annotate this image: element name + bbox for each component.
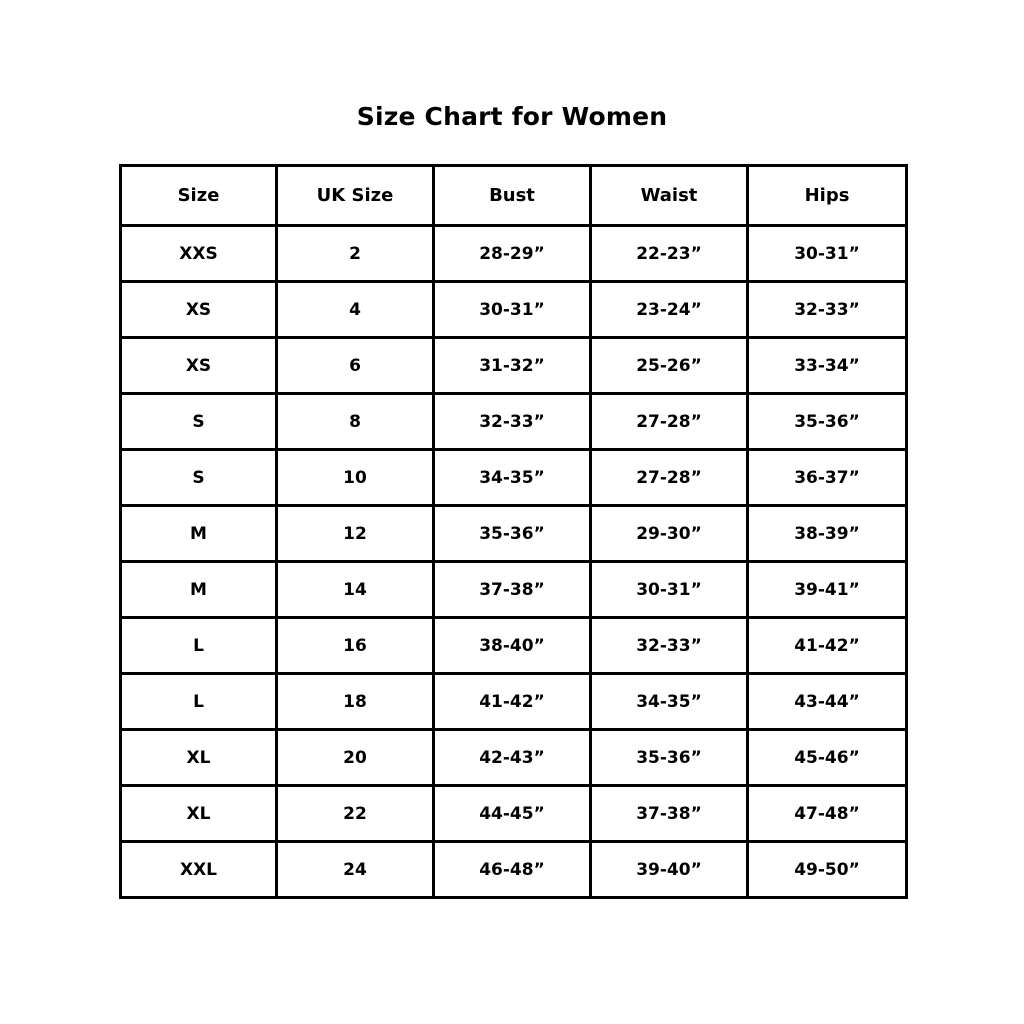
cell-hips: 32-33” — [748, 282, 907, 338]
cell-bust: 44-45” — [434, 786, 591, 842]
table-row — [121, 226, 907, 282]
cell-hips: 43-44” — [748, 674, 907, 730]
cell-uk-size: 24 — [277, 842, 434, 898]
table-header — [121, 166, 907, 226]
table-header-row — [121, 166, 907, 226]
cell-bust: 31-32” — [434, 338, 591, 394]
page-title: Size Chart for Women — [356, 102, 668, 131]
table-row — [121, 282, 907, 338]
cell-size: L — [121, 618, 277, 674]
cell-uk-size: 6 — [277, 338, 434, 394]
table-row — [121, 562, 907, 618]
cell-bust: 42-43” — [434, 730, 591, 786]
cell-hips: 35-36” — [748, 394, 907, 450]
table-row — [121, 674, 907, 730]
table-row — [121, 618, 907, 674]
column-header-uk-size: UK Size — [277, 166, 434, 226]
cell-bust: 28-29” — [434, 226, 591, 282]
cell-size: L — [121, 674, 277, 730]
cell-size: M — [121, 506, 277, 562]
table-row — [121, 394, 907, 450]
cell-waist: 37-38” — [591, 786, 748, 842]
table-row — [121, 506, 907, 562]
cell-uk-size: 14 — [277, 562, 434, 618]
cell-size: M — [121, 562, 277, 618]
cell-uk-size: 10 — [277, 450, 434, 506]
cell-waist: 35-36” — [591, 730, 748, 786]
cell-uk-size: 12 — [277, 506, 434, 562]
cell-size: S — [121, 394, 277, 450]
cell-bust: 38-40” — [434, 618, 591, 674]
cell-hips: 38-39” — [748, 506, 907, 562]
cell-hips: 49-50” — [748, 842, 907, 898]
cell-hips: 47-48” — [748, 786, 907, 842]
table-body — [121, 226, 907, 898]
cell-waist: 22-23” — [591, 226, 748, 282]
cell-waist: 30-31” — [591, 562, 748, 618]
cell-uk-size: 16 — [277, 618, 434, 674]
cell-hips: 41-42” — [748, 618, 907, 674]
table-row — [121, 786, 907, 842]
size-table-container — [119, 164, 905, 899]
cell-waist: 34-35” — [591, 674, 748, 730]
cell-uk-size: 2 — [277, 226, 434, 282]
cell-size: XL — [121, 730, 277, 786]
cell-uk-size: 22 — [277, 786, 434, 842]
cell-hips: 36-37” — [748, 450, 907, 506]
table-row — [121, 842, 907, 898]
cell-bust: 35-36” — [434, 506, 591, 562]
cell-bust: 30-31” — [434, 282, 591, 338]
cell-waist: 27-28” — [591, 394, 748, 450]
cell-size: XS — [121, 282, 277, 338]
cell-size: XL — [121, 786, 277, 842]
cell-waist: 32-33” — [591, 618, 748, 674]
cell-size: XXS — [121, 226, 277, 282]
cell-bust: 41-42” — [434, 674, 591, 730]
column-header-hips: Hips — [748, 166, 907, 226]
cell-uk-size: 20 — [277, 730, 434, 786]
column-header-size: Size — [121, 166, 277, 226]
cell-size: XS — [121, 338, 277, 394]
cell-waist: 25-26” — [591, 338, 748, 394]
column-header-bust: Bust — [434, 166, 591, 226]
cell-bust: 32-33” — [434, 394, 591, 450]
cell-hips: 45-46” — [748, 730, 907, 786]
cell-bust: 46-48” — [434, 842, 591, 898]
cell-hips: 39-41” — [748, 562, 907, 618]
cell-hips: 30-31” — [748, 226, 907, 282]
cell-waist: 27-28” — [591, 450, 748, 506]
cell-uk-size: 8 — [277, 394, 434, 450]
table-row — [121, 450, 907, 506]
column-header-waist: Waist — [591, 166, 748, 226]
cell-uk-size: 4 — [277, 282, 434, 338]
cell-bust: 37-38” — [434, 562, 591, 618]
cell-hips: 33-34” — [748, 338, 907, 394]
cell-size: S — [121, 450, 277, 506]
table-row — [121, 338, 907, 394]
cell-waist: 39-40” — [591, 842, 748, 898]
cell-bust: 34-35” — [434, 450, 591, 506]
cell-uk-size: 18 — [277, 674, 434, 730]
cell-waist: 23-24” — [591, 282, 748, 338]
size-table — [119, 164, 908, 899]
cell-waist: 29-30” — [591, 506, 748, 562]
table-row — [121, 730, 907, 786]
cell-size: XXL — [121, 842, 277, 898]
